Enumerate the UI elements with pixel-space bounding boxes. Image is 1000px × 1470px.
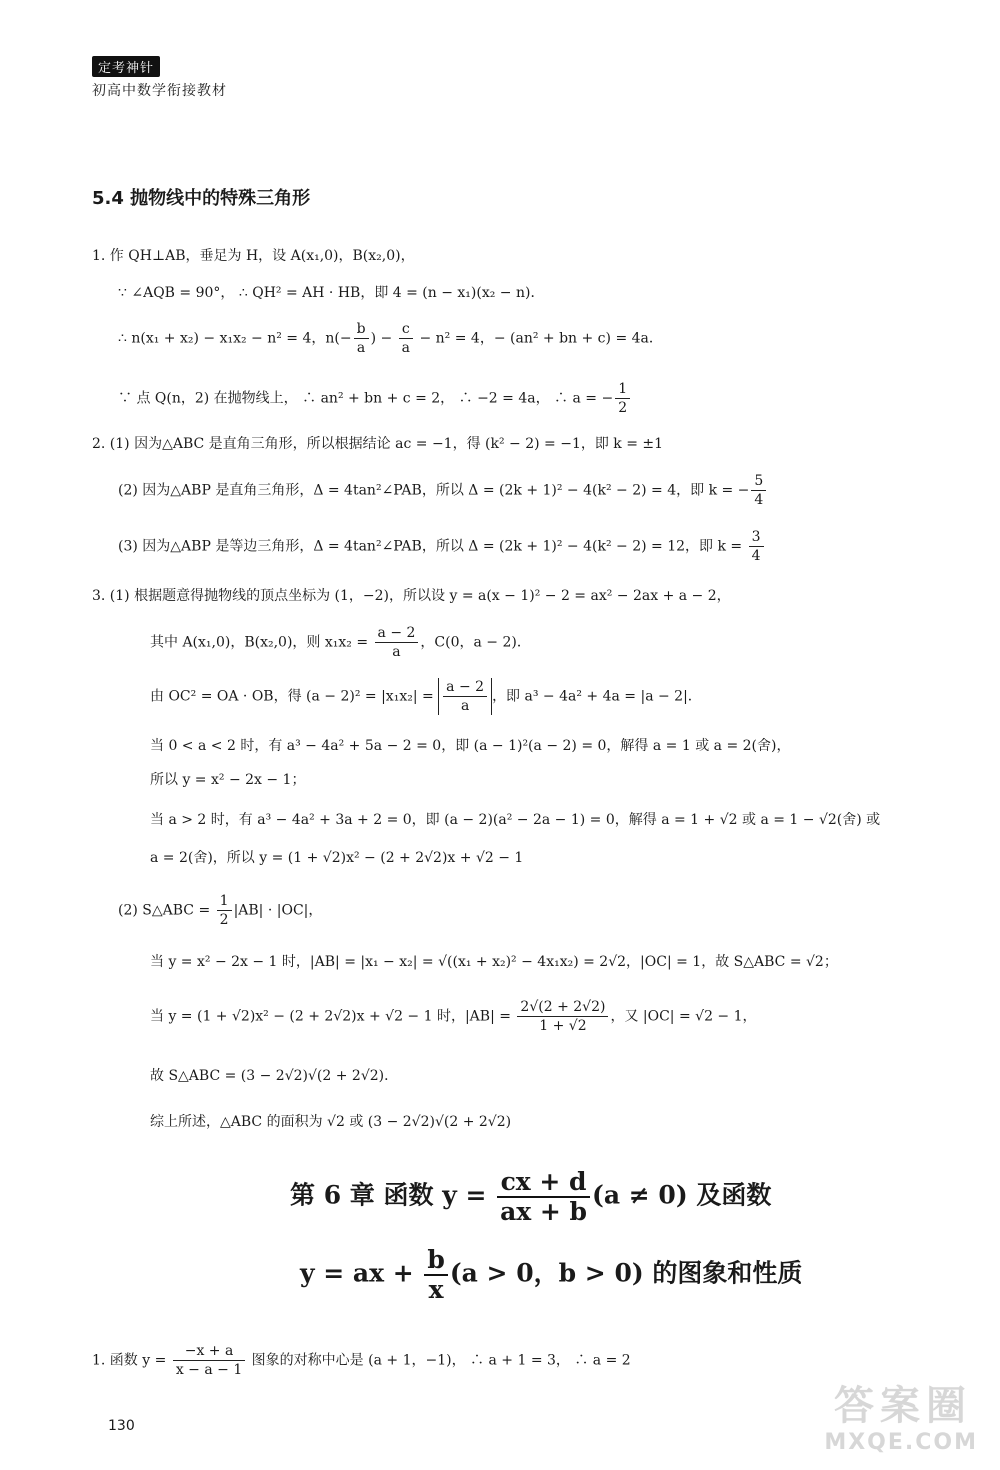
fraction: $\frac{2√(2 + 2√2)}{1 + √2}$ [517,998,608,1035]
fraction: $\frac{-x + a}{x - a - 1}$ [173,1342,245,1379]
text-line: 2. (1) 因为△ABC 是直角三角形，所以根据结论 ac = −1，得 (k² − 2) = −1，即 k = ±1 [92,436,664,452]
page-number: 130 [108,1418,135,1434]
text-line: (2) 因为△ABP 是直角三角形，Δ = 4tan²∠PAB，所以 Δ = (2k + 1)² − 4(k² − 2) = 4，即 k = − $\frac{5}{4}$ [118,472,768,509]
fraction: $\frac{cx + d}{ax + b}$ [497,1168,590,1226]
chapter-title-line-1: 第 6 章 函数 y = $\frac{cx + d}{ax + b}$ (a ≠ 0) 及函数 [290,1167,772,1226]
fraction: $\frac{a - 2}{a}$ [443,678,487,715]
fraction: $\frac{c}{a}$ [399,320,413,357]
fraction: $\frac{1}{2}$ [217,892,232,929]
text-line: ∵ 点 Q(n，2) 在抛物线上， ∴ an² + bn + c = 2， ∴ −2 = 4a， ∴ a = − $\frac{1}{2}$ [118,380,632,417]
text-line: 综上所述，△ABC 的面积为 √2 或 (3 − 2√2)√(2 + 2√2) [150,1114,512,1130]
fraction: $\frac{5}{4}$ [751,472,766,509]
text-line: (2) S△ABC = $\frac{1}{2}$ |AB| · |OC|， [118,893,323,928]
text-line: 3. (1) 根据题意得抛物线的顶点坐标为 (1，−2)，所以设 y = a(x − 1)² − 2 = ax² − 2ax + a − 2， [92,588,731,604]
text-line: 当 y = x² − 2x − 1 时，|AB| = |x₁ − x₂| = √((x₁ + x₂)² − 4x₁x₂) = 2√2，|OC| = 1，故 S△ABC = √2； [150,954,838,970]
text-line: ∵ ∠AQB = 90°， ∴ QH² = AH · HB，即 4 = (n − x₁)(x₂ − n)． [118,285,545,301]
text-line: 由 OC² = OA · OB，得 (a − 2)² = |x₁x₂| = $\frac{a - 2}{a}$ ，即 a³ − 4a² + 4a = |a − 2|． [150,679,702,714]
chapter-title-line-2: y = ax + $\frac{b}{x}$ (a > 0，b > 0) 的图象和性质 [300,1245,803,1304]
fraction: $\frac{3}{4}$ [749,528,764,565]
text-line: 其中 A(x₁,0)，B(x₂,0)，则 x₁x₂ = $\frac{a - 2}{a}$ ，C(0，a − 2)． [150,625,531,660]
text-line: 当 0 < a < 2 时，有 a³ − 4a² + 5a − 2 = 0，即 (a − 1)²(a − 2) = 0，解得 a = 1 或 a = 2(舍)， [150,738,791,754]
text-line: ∴ n(x₁ + x₂) − x₁x₂ − n² = 4，n(− $\frac{b}{a}$ ) − $\frac{c}{a}$ − n² = 4，− (an² + bn + c) = 4a． [118,321,663,356]
watermark-url: MXQE.COM [824,1430,978,1455]
text-line: 所以 y = x² − 2x − 1； [150,772,306,788]
text-line: 当 y = (1 + √2)x² − (2 + 2√2)x + √2 − 1 时，|AB| = $\frac{2√(2 + 2√2)}{1 + √2}$ ，又 |OC| = √2 − 1， [150,999,757,1034]
text-line: (3) 因为△ABP 是等边三角形，Δ = 4tan²∠PAB，所以 Δ = (2k + 1)² − 4(k² − 2) = 12，即 k = $\frac{3}{4}$ [118,528,766,565]
text-line: 当 a > 2 时，有 a³ − 4a² + 3a + 2 = 0，即 (a − 2)(a² − 2a − 1) = 0，解得 a = 1 + √2 或 a = 1 − √2(舍) 或 [150,812,881,828]
book-subtitle: 初高中数学衔接教材 [92,83,227,99]
fraction: $\frac{a - 2}{a}$ [375,624,419,661]
text-line: 1. 作 QH⊥AB，垂足为 H，设 A(x₁,0)，B(x₂,0)， [92,248,415,264]
text-line: a = 2(舍)，所以 y = (1 + √2)x² − (2 + 2√2)x + √2 − 1 [150,850,524,866]
fraction: $\frac{1}{2}$ [615,380,630,417]
series-tag: 定考神针 [92,56,160,77]
watermark-logo: 答案圈 [834,1383,972,1429]
text-line: 故 S△ABC = (3 − 2√2)√(2 + 2√2)． [150,1068,399,1084]
text-line: 1. 函数 y = $\frac{-x + a}{x - a - 1}$ 图象的对称中心是 (a + 1，−1)， ∴ a + 1 = 3， ∴ a = 2 [92,1343,631,1378]
fraction: $\frac{b}{x}$ [424,1246,447,1304]
section-title: 5.4 抛物线中的特殊三角形 [92,188,311,209]
fraction: $\frac{b}{a}$ [354,320,369,357]
